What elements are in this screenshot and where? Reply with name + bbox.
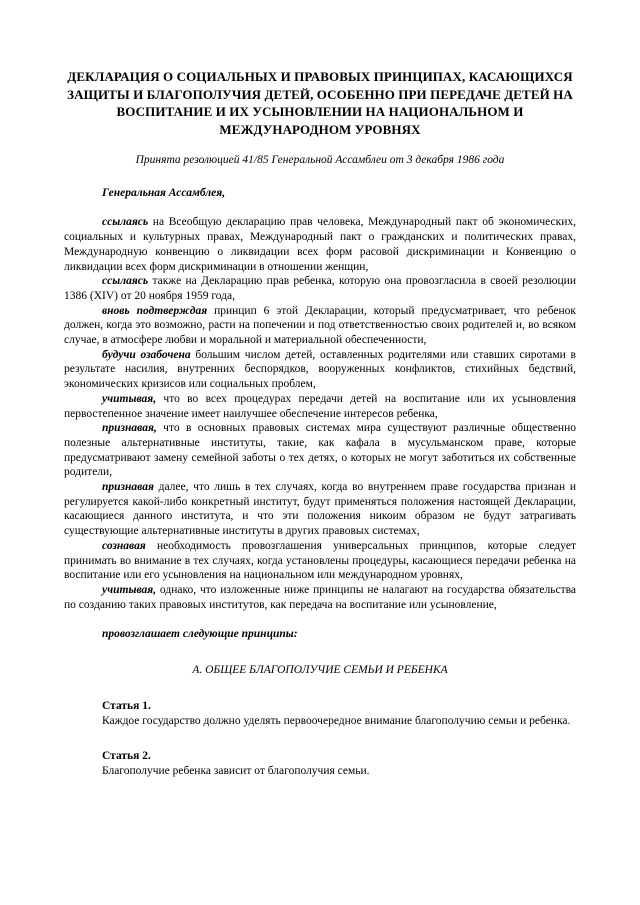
preamble-text-9: однако, что изложенные ниже принципы не налагают на государства обязательства по созданию таких правовых институтов, как передача на воспитание или усыновление,	[64, 583, 576, 611]
article-1-number: Статья 1.	[102, 699, 151, 712]
preamble-text-6: что в основных правовых системах мира существуют различные общественно полезные альтернативные институты, такие, как кафала в мусульманском праве, которые предусматривают замену семейной заботы о тех детях, о которых не могут заботиться их собственные родители,	[64, 422, 576, 479]
preamble-paragraph-9	[64, 583, 576, 612]
preamble-lead-2: ссылаясь	[102, 275, 149, 288]
preamble-paragraph-8	[64, 539, 576, 583]
preamble-text-1: на Всеобщую декларацию прав человека, Международный пакт об экономических, социальных и культурных правах, Международный пакт о гражданских и политических правах, Международную конвенцию о ликвидации всех форм расовой дискриминации и Конвенцию о ликвидации всех форм дискриминации в отношении женщин,	[64, 216, 576, 273]
section-a-heading: А. ОБЩЕЕ БЛАГОПОЛУЧИЕ СЕМЬИ И РЕБЕНКА	[192, 664, 448, 677]
article-2-text: Благополучие ребенка зависит от благополучия семьи.	[102, 764, 370, 777]
preamble-lead-5: учитывая,	[102, 392, 157, 405]
document-subtitle: Принята резолюцией 41/85 Генеральной Ассамблеи от 3 декабря 1986 года	[135, 154, 505, 166]
preamble-text-8: необходимость провозглашения универсальных принципов, которые следует принимать во внимание в тех случаях, когда установлены процедуры, касающиеся передачи ребенка на воспитание или его усыновления на национальном или международном уровнях,	[64, 539, 576, 582]
document-title: ДЕКЛАРАЦИЯ О СОЦИАЛЬНЫХ И ПРАВОВЫХ ПРИНЦИПАХ, КАСАЮЩИХСЯ ЗАЩИТЫ И БЛАГОПОЛУЧИЯ ДЕТЕЙ, ОСОБЕННО ПРИ ПЕРЕДАЧЕ ДЕТЕЙ НА ВОСПИТАНИЕ И ИХ УСЫНОВЛЕНИИ НА НАЦИОНАЛЬНОМ И МЕЖДУНАРОДНОМ УРОВНЯХ	[67, 69, 573, 137]
preamble-lead-8: сознавая	[102, 539, 146, 552]
preamble-lead-9: учитывая,	[102, 583, 157, 596]
article-1-text: Каждое государство должно уделять первоочередное внимание благополучию семьи и ребенка.	[102, 714, 571, 727]
preamble-text-3: принцип 6 этой Декларации, который предусматривает, что ребенок должен, когда это возможно, расти на попечении и под ответственностью своих родителей и, во всяком случае, в атмосфере любви и моральной и материальной обеспеченности,	[64, 304, 576, 347]
preamble-paragraph-2	[64, 274, 576, 303]
proclamation-line: провозглашает следующие принципы:	[102, 628, 298, 641]
preamble-paragraph-3	[64, 304, 576, 348]
article-2-number: Статья 2.	[102, 750, 151, 763]
preamble-lead-1: ссылаясь	[102, 216, 149, 229]
preamble-text-5: что во всех процедурах передачи детей на воспитание или их усыновления первостепенное значение имеет наилучшее обеспечение интересов ребенка,	[64, 392, 576, 420]
preamble-lead-6: признавая,	[102, 422, 157, 435]
preamble-paragraph-1	[64, 215, 576, 274]
preamble-lead-4: будучи озабочена	[102, 348, 191, 361]
preamble-paragraph-6	[64, 421, 576, 480]
preamble-paragraph-4	[64, 348, 576, 392]
preamble-lead-3: вновь подтверждая	[102, 304, 208, 317]
preamble-text-2: также на Декларацию прав ребенка, которую она провозгласила в своей резолюции 1386 (XIV) от 20 ноября 1959 года,	[64, 275, 576, 302]
preamble-paragraph-7	[64, 480, 576, 539]
preamble-lead-7: признавая	[102, 481, 154, 494]
preamble-text-4: большим числом детей, оставленных родителями или ставших сиротами в результате насилия, внутренних беспорядков, вооруженных конфликтов, стихийных бедствий, экономических кризисов или социальных проблем,	[64, 348, 576, 391]
preamble-text-7: далее, что лишь в тех случаях, когда во внутреннем праве государства признан и регулируется какой-либо конкретный институт, будут применяться положения настоящей Декларации, касающиеся данного института, и что эти положения никоим образом не будут затрагивать существующие альтернативные институты в других правовых системах,	[64, 481, 576, 538]
preamble-paragraph-5	[64, 392, 576, 421]
opening-line: Генеральная Ассамблея,	[102, 186, 226, 199]
